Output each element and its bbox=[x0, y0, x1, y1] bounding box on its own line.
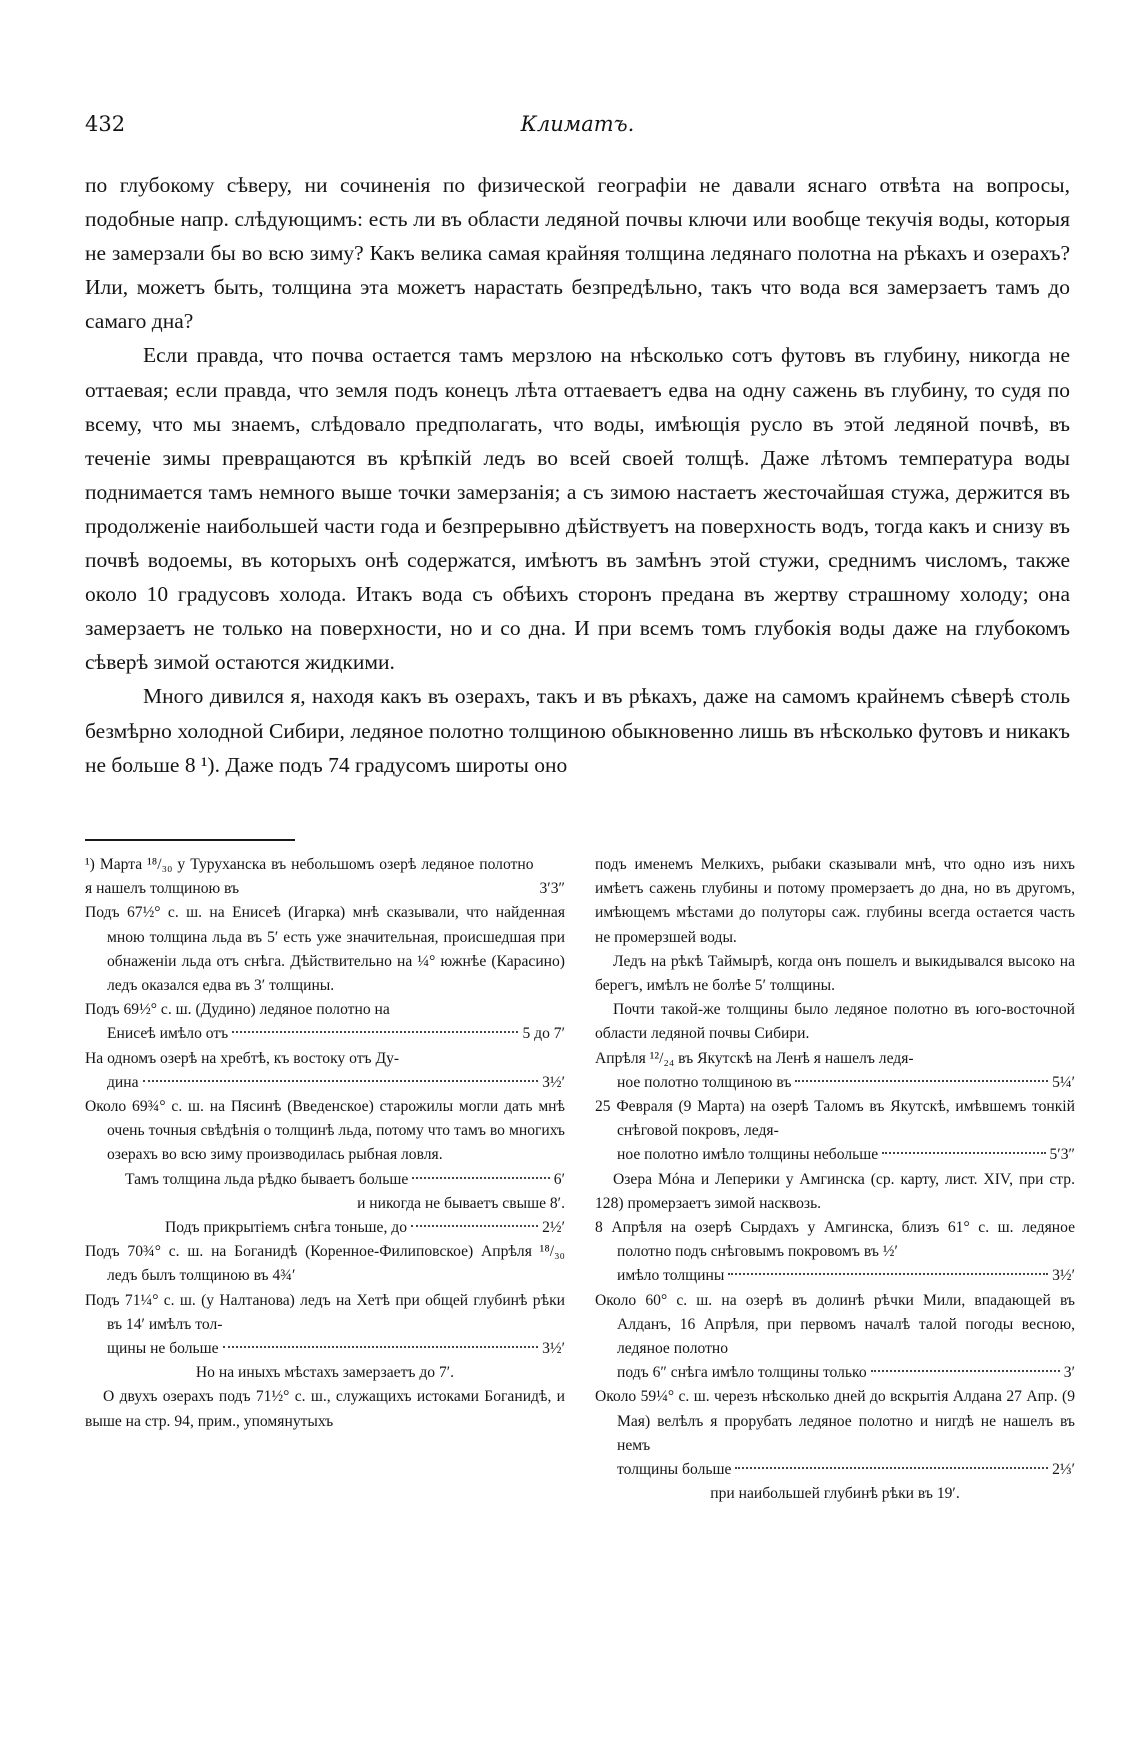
footnote-text: ¹) Марта ¹⁸/₃₀ у Туруханска въ небольшомъ озерѣ ледяное полотно я нашелъ толщиною въ bbox=[85, 856, 534, 898]
footnote-text: щины не больше bbox=[107, 1340, 219, 1358]
footnote-value: 3½′ bbox=[542, 1073, 565, 1091]
footnote-leader-line bbox=[595, 1143, 1075, 1167]
footnote-value: 3′3″ bbox=[539, 880, 565, 898]
footnote-text: Подъ 71¼° с. ш. (у Налтанова) ледъ на Хетѣ при общей глубинѣ рѣки въ 14′ имѣлъ тол- bbox=[85, 1291, 565, 1333]
footnote-text: Около 69¾° с. ш. на Пясинѣ (Введенское) старожилы могли дать мнѣ очень точныя свѣдѣнія о толщинѣ льда, потому что тамъ во многихъ озерахъ во всю зиму производилась рыбная ловля. bbox=[85, 1098, 565, 1164]
footnote-value: 3½′ bbox=[1052, 1267, 1075, 1285]
dot-leader bbox=[871, 1370, 1060, 1372]
paragraph: Много дивился я, находя какъ въ озерахъ, такъ и въ рѣкахъ, даже на самомъ крайнемъ сѣверѣ столь безмѣрно холодной Сибири, ледяное полотно толщиною обыкновенно лишь въ нѣсколько футовъ и никакъ не больше 8 ¹). Даже подъ 74 градусомъ широты оно bbox=[85, 684, 1070, 777]
footnote-text: Енисеѣ имѣло отъ bbox=[107, 1025, 229, 1043]
footnote-text: Апрѣля ¹²/₂₄ въ Якутскѣ на Ленѣ я нашелъ ледя- bbox=[595, 1049, 914, 1067]
footnote-leader-line bbox=[595, 1458, 1075, 1482]
paragraph: по глубокому сѣверу, ни сочиненія по физической географіи не давали яснаго отвѣта на вопросы, подобные напр. слѣдующимъ: есть ли въ области ледяной почвы ключи или вообще текучія воды, которыя не замерзали бы во всю зиму? Какъ велика самая крайняя толщина ледянаго полотна на рѣкахъ и озерахъ? Или, можетъ быть, толщина эта можетъ нарастать безпредѣльно, такъ что вода вся замерзаетъ тамъ до самаго дна? bbox=[85, 173, 1070, 334]
footnote-text: ное полотно толщиною въ bbox=[617, 1073, 792, 1091]
footnote-leader-line bbox=[595, 1361, 1075, 1385]
main-text bbox=[85, 168, 1070, 782]
footnote-text: толщины больше bbox=[617, 1461, 732, 1479]
footnote-text: Тамъ толщина льда рѣдко бываетъ больше bbox=[125, 1170, 409, 1188]
footnote-text: Подъ 69½° с. ш. (Дудино) ледяное полотно на bbox=[85, 1001, 390, 1019]
footnote-text: подъ именемъ Мелкихъ, рыбаки сказывали мнѣ, что одно изъ нихъ имѣетъ сажень глубины и потому промерзаетъ до дна, но въ другомъ, имѣющемъ мѣстами до полуторы саж. глубины всегда остается часть не промерзшей воды. bbox=[595, 856, 1075, 946]
footnote-leader-line bbox=[85, 1022, 565, 1046]
footnote-text: дина bbox=[107, 1073, 139, 1091]
footnote-line bbox=[85, 853, 565, 901]
footnote-text: ное полотно имѣло толщины небольше bbox=[617, 1146, 879, 1164]
page-header bbox=[85, 112, 1070, 142]
footnote-text: Ледъ на рѣкѣ Таймырѣ, когда онъ пошелъ и выкидывался высоко на берегъ, имѣлъ не болѣе 5′ толщины. bbox=[595, 952, 1075, 995]
footnote-text: Но на иныхъ мѣстахъ замерзаетъ до 7′. bbox=[195, 1364, 455, 1382]
footnote-leader-line bbox=[85, 1216, 565, 1240]
footnote-text: 25 Февраля (9 Марта) на озерѣ Таломъ въ Якутскѣ, имѣвшемъ тонкій снѣговой покровъ, ледя- bbox=[595, 1098, 1075, 1140]
footnote-text: Около 59¼° с. ш. черезъ нѣсколько дней до вскрытія Алдана 27 Апр. (9 Мая) велѣлъ я прорубать ледяное полотно и нигдѣ не нашелъ въ немъ bbox=[595, 1388, 1075, 1454]
paragraph: Если правда, что почва остается тамъ мерзлою на нѣсколько сотъ футовъ въ глубину, никогда не оттаевая; если правда, что земля подъ конецъ лѣта оттаеваетъ едва на одну сажень въ глубину, то судя по всему, что мы знаемъ, слѣдовало предполагать, что воды, имѣющія русло въ этой ледяной почвѣ, въ теченіе зимы превращаются въ крѣпкій ледъ во всей своей толщѣ. Даже лѣтомъ температура воды поднимается тамъ немного выше точки замерзанія; а съ зимою настаетъ жесточайшая стужа, держится въ продолженіе наибольшей части года и безпрерывно дѣйствуетъ на поверхность водъ, тогда какъ и снизу въ почвѣ водоемы, въ которыхъ онѣ содержатся, имѣютъ въ замѣнъ этой стужи, среднимъ числомъ, также около 10 градусовъ холода. Итакъ вода съ обѣихъ сторонъ предана въ жертву страшному холоду; она замерзаетъ не только на поверхности, но и со дна. И при всемъ томъ глубокія воды даже на глубокомъ сѣверѣ зимой остаются жидкими. bbox=[85, 343, 1070, 675]
dot-leader bbox=[412, 1177, 550, 1179]
footnote-value: 5 до 7′ bbox=[522, 1025, 565, 1043]
footnotes-left-column bbox=[85, 853, 565, 1434]
running-title: Климатъ. bbox=[520, 112, 635, 136]
footnote-value: 3′ bbox=[1063, 1364, 1075, 1382]
dot-leader bbox=[232, 1031, 518, 1033]
footnotes-right-column bbox=[595, 853, 1075, 1506]
page-number: 432 bbox=[85, 112, 126, 136]
footnote-text: подъ 6″ снѣга имѣло толщины только bbox=[617, 1364, 867, 1382]
footnote-leader-line bbox=[595, 1071, 1075, 1095]
footnote-value: 5¼′ bbox=[1052, 1073, 1075, 1091]
footnote-value: 2½′ bbox=[542, 1219, 565, 1237]
footnote-text: На одномъ озерѣ на хребтѣ, къ востоку отъ Ду- bbox=[85, 1049, 400, 1067]
dot-leader bbox=[223, 1346, 539, 1348]
footnote-value: 2⅓′ bbox=[1052, 1461, 1075, 1479]
footnote-text: имѣло толщины bbox=[617, 1267, 725, 1285]
footnote-text: Подъ 67½° с. ш. на Енисеѣ (Игарка) мнѣ сказывали, что найденная мною толщина льда въ 5′ есть уже значительная, происшедшая при обнаженіи льда отъ снѣга. Дѣйствительно на ¼° южнѣе (Карасино) ледъ оказался едва въ 3′ толщины. bbox=[85, 904, 565, 995]
footnote-value: 3½′ bbox=[542, 1340, 565, 1358]
footnote-text: Подъ прикрытіемъ снѣга тоньше, до bbox=[165, 1219, 408, 1237]
footnote-text: Почти такой-же толщины было ледяное полотно въ юго-восточной области ледяной почвы Сибири. bbox=[595, 1001, 1075, 1043]
dot-leader bbox=[795, 1080, 1048, 1082]
footnote-text: при наибольшей глубинѣ рѣки въ 19′. bbox=[710, 1485, 960, 1503]
footnote-text: Около 60° с. ш. на озерѣ въ долинѣ рѣчки Мили, впадающей въ Алданъ, 16 Апрѣля, при первомъ началѣ талой погоды весною, ледяное полотно bbox=[595, 1291, 1075, 1358]
dot-leader bbox=[411, 1225, 538, 1227]
footnote-value: 5′3″ bbox=[1049, 1146, 1075, 1164]
dot-leader bbox=[728, 1273, 1048, 1275]
footnote-value: 6′ bbox=[553, 1170, 565, 1188]
footnote-text: 8 Апрѣля на озерѣ Сырдахъ у Амгинска, близъ 61° с. ш. ледяное полотно подъ снѣговымъ покровомъ въ ½′ bbox=[595, 1219, 1075, 1261]
footnote-text: Подъ 70¾° с. ш. на Боганидѣ (Коренное-Филиповское) Апрѣля ¹⁸/₃₀ ледъ былъ толщиною въ 4¾′ bbox=[85, 1243, 565, 1285]
dot-leader bbox=[143, 1080, 539, 1082]
footnote-leader-line bbox=[595, 1264, 1075, 1288]
footnote-text: О двухъ озерахъ подъ 71½° с. ш., служащихъ истоками Боганидѣ, и выше на стр. 94, прим., упомянутыхъ bbox=[85, 1388, 565, 1430]
footnote-leader-line bbox=[85, 1168, 565, 1192]
dot-leader bbox=[735, 1467, 1048, 1469]
dot-leader bbox=[882, 1152, 1045, 1154]
footnote-text: и никогда не бываетъ свыше 8′. bbox=[357, 1194, 565, 1212]
footnote-leader-line bbox=[85, 1071, 565, 1095]
footnote-leader-line bbox=[85, 1337, 565, 1361]
footnote-text: Озера Мóна и Леперики у Амгинска (ср. карту, лист. XIV, при стр. 128) промерзаетъ зимой насквозь. bbox=[595, 1170, 1075, 1212]
footnote-rule bbox=[85, 839, 295, 841]
